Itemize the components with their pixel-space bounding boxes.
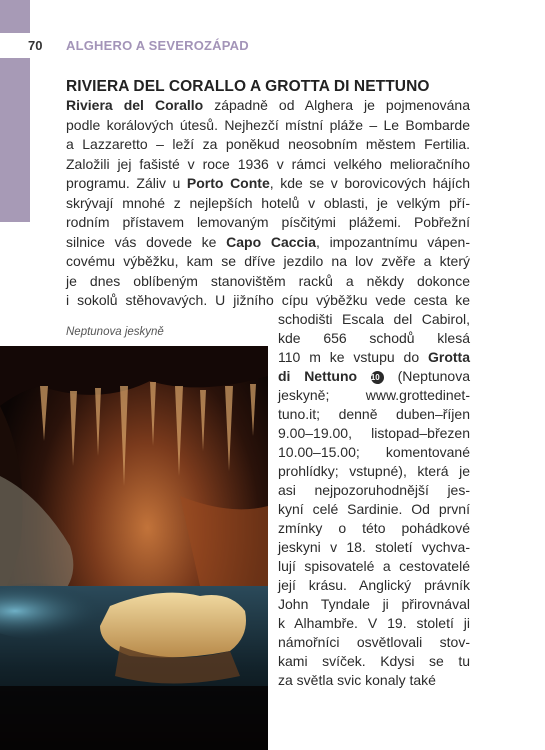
text-line: námořníci osvětlovali stov- <box>278 634 470 650</box>
photo-caption: Neptunova jeskyně <box>66 326 164 338</box>
bold-place-name: Capo Caccia <box>226 233 316 250</box>
bold-place-name: Porto Conte <box>186 175 270 191</box>
text-line: je dnes oblíbeným stanovištěm racků a někdy dokonce <box>66 272 470 289</box>
side-color-tab <box>0 58 30 222</box>
text-line: asi nejpozoruhodnější jes- <box>278 482 470 498</box>
text-line: její krásu. Anglický právník <box>278 577 470 593</box>
text-line: kyní celé Sardinie. Od první <box>278 501 470 517</box>
text-line: i sokolů stěhovavých. U jižního cípu výběžku vede cesta ke <box>66 292 470 308</box>
text-line: lují spisovatelé a cestovatelé <box>278 558 470 574</box>
side-color-tab-top <box>0 0 30 33</box>
text-line: kami svíček. Kdysi se tu <box>278 653 470 669</box>
text-line: schodišti Escala del Cabirol, <box>278 311 470 327</box>
text-line: a Lazzaretto – leží za poněkud neosobním městem Fertilia. <box>66 136 470 152</box>
map-reference-icon: 10 <box>371 371 384 384</box>
text-line: prohlídky; vstupné), která je <box>278 463 470 479</box>
text-line: covému výběžku, kam se dříve jezdilo na lov zvěře a který <box>66 253 470 269</box>
text-line: 10.00–15.00; komentované <box>278 444 470 460</box>
bold-place-name: Grotta <box>428 349 470 365</box>
text-line: jeskyni v 18. století vychva- <box>278 539 470 555</box>
text-line: podle korálových útesů. Nejhezčí místní pláže – Le Bombarde <box>66 116 470 133</box>
text-line: silnice vás dovede ke Capo Caccia, impozantnímu vápen- <box>66 233 470 250</box>
text-line: 9.00–19.00, listopad–březen <box>278 425 470 441</box>
text-line: 110 m ke vstupu do Grotta <box>278 349 470 365</box>
text-line: k Alhambře. V 19. století ji <box>278 615 470 631</box>
section-title: RIVIERA DEL CORALLO A GROTTA DI NETTUNO <box>66 78 430 95</box>
text-line: kde 656 schodů klesá <box>278 330 470 346</box>
text-line: zmínky o této pohádkové <box>278 520 470 536</box>
bold-place-name: Riviera del Corallo <box>66 97 204 113</box>
text-line: skrývají mnohé z nejlepších hotelů v oblasti, je velkým pří- <box>66 194 470 211</box>
text-line: programu. Záliv u Porto Conte, kde se v borovicových hájích <box>66 175 470 191</box>
bold-place-name: di Nettuno <box>278 368 358 384</box>
page-number: 70 <box>28 38 43 53</box>
text-line: John Tyndale ji přirovnával <box>278 596 470 612</box>
text-line: jeskyně; www.grottedinet- <box>278 387 470 403</box>
text-line: di Nettuno 10 (Neptunova <box>278 368 470 384</box>
running-head: ALGHERO A SEVEROZÁPAD <box>66 38 249 53</box>
text-line: Založili jej fašisté v roce 1936 v rámci velkého melioračního <box>66 155 470 172</box>
grotto-photo <box>0 346 268 750</box>
text-line: rodním přístavem lemovaným písčitými plážemi. Pobřežní <box>66 214 470 230</box>
text-line: za světla svic konaly také <box>278 672 436 688</box>
text-line: tuno.it; denně duben–říjen <box>278 406 470 422</box>
text-line: Riviera del Corallo západně od Alghera je pojmenována <box>66 97 470 113</box>
